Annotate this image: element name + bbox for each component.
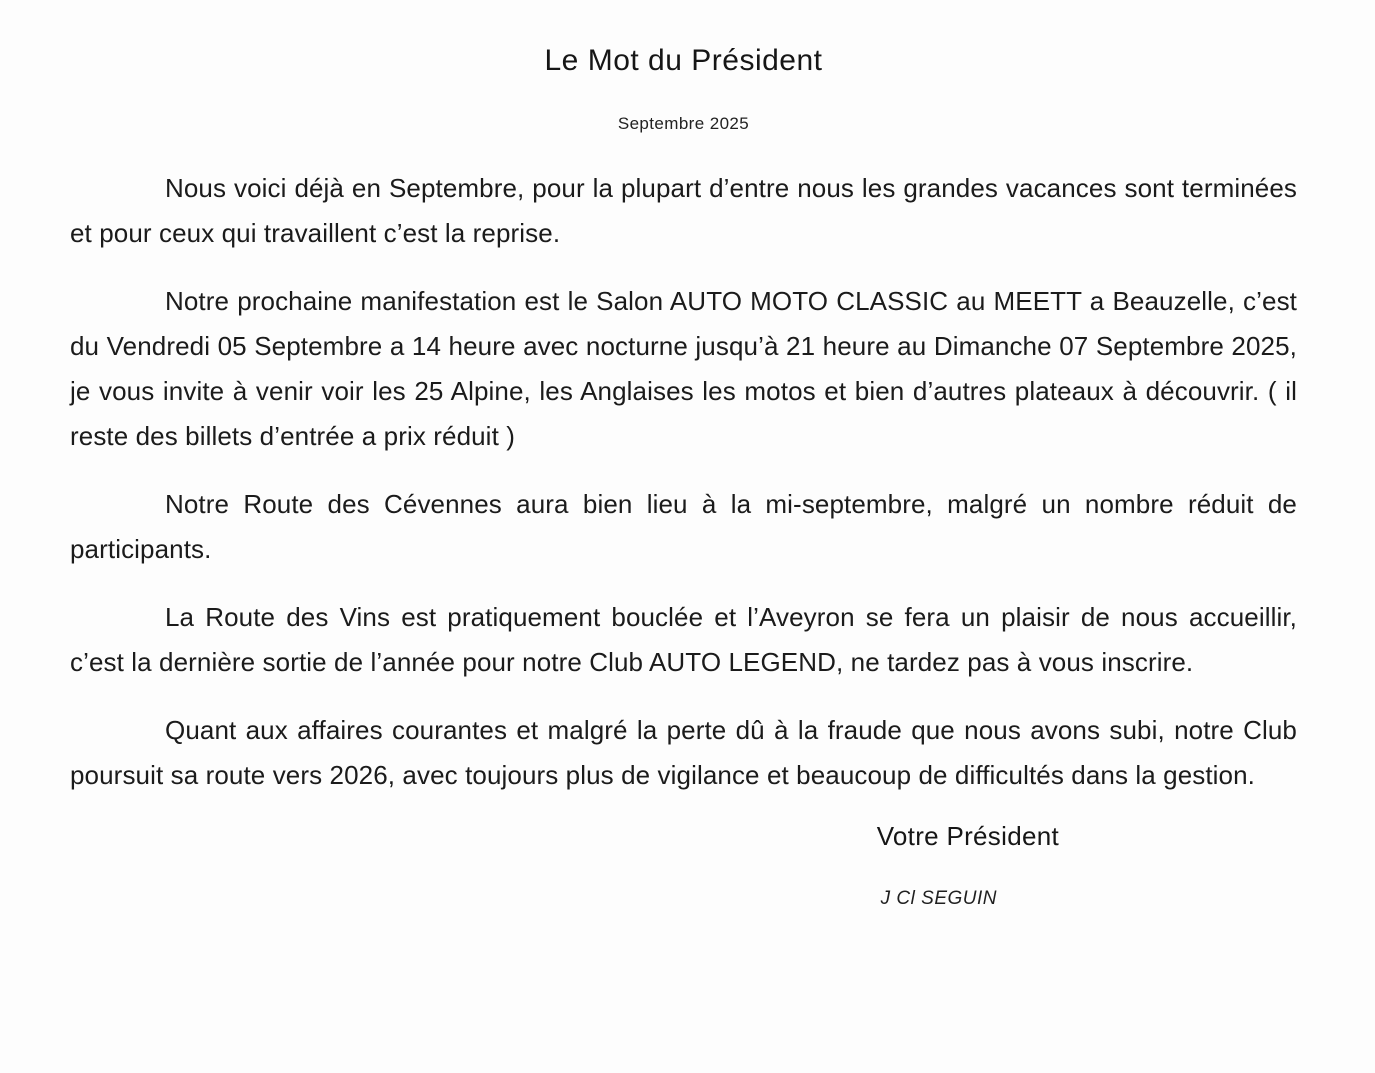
paragraph: La Route des Vins est pratiquement bouclée et l’Aveyron se fera un plaisir de nous accueillir, c’est la dernière sortie de l’année pour notre Club AUTO LEGEND, ne tardez pas à vous inscrire. <box>70 602 1297 677</box>
paragraph: Nous voici déjà en Septembre, pour la plupart d’entre nous les grandes vacances sont terminées et pour ceux qui travaillent c’est la reprise. <box>70 173 1297 248</box>
signature-block <box>70 821 1137 910</box>
signature-name: J Cl SEGUIN <box>880 888 997 909</box>
page-title: Le Mot du Président <box>544 44 823 77</box>
paragraph: Quant aux affaires courantes et malgré la perte dû à la fraude que nous avons subi, notre Club poursuit sa route vers 2026, avec toujours plus de vigilance et beaucoup de difficultés dans la gestion. <box>70 715 1297 790</box>
letter-body <box>70 166 1297 798</box>
paragraph: Notre prochaine manifestation est le Salon AUTO MOTO CLASSIC au MEETT a Beauzelle, c’est du Vendredi 05 Septembre a 14 heure avec nocturne jusqu’à 21 heure au Dimanche 07 Septembre 2025, je vous invite à venir voir les 25 Alpine, les Anglaises les motos et bien d’autres plateaux à découvrir. ( il reste des billets d’entrée a prix réduit ) <box>70 286 1297 451</box>
signature-role: Votre Président <box>876 821 1059 851</box>
paragraph: Notre Route des Cévennes aura bien lieu à la mi-septembre, malgré un nombre réduit de participants. <box>70 489 1297 564</box>
date-line: Septembre 2025 <box>617 114 750 133</box>
